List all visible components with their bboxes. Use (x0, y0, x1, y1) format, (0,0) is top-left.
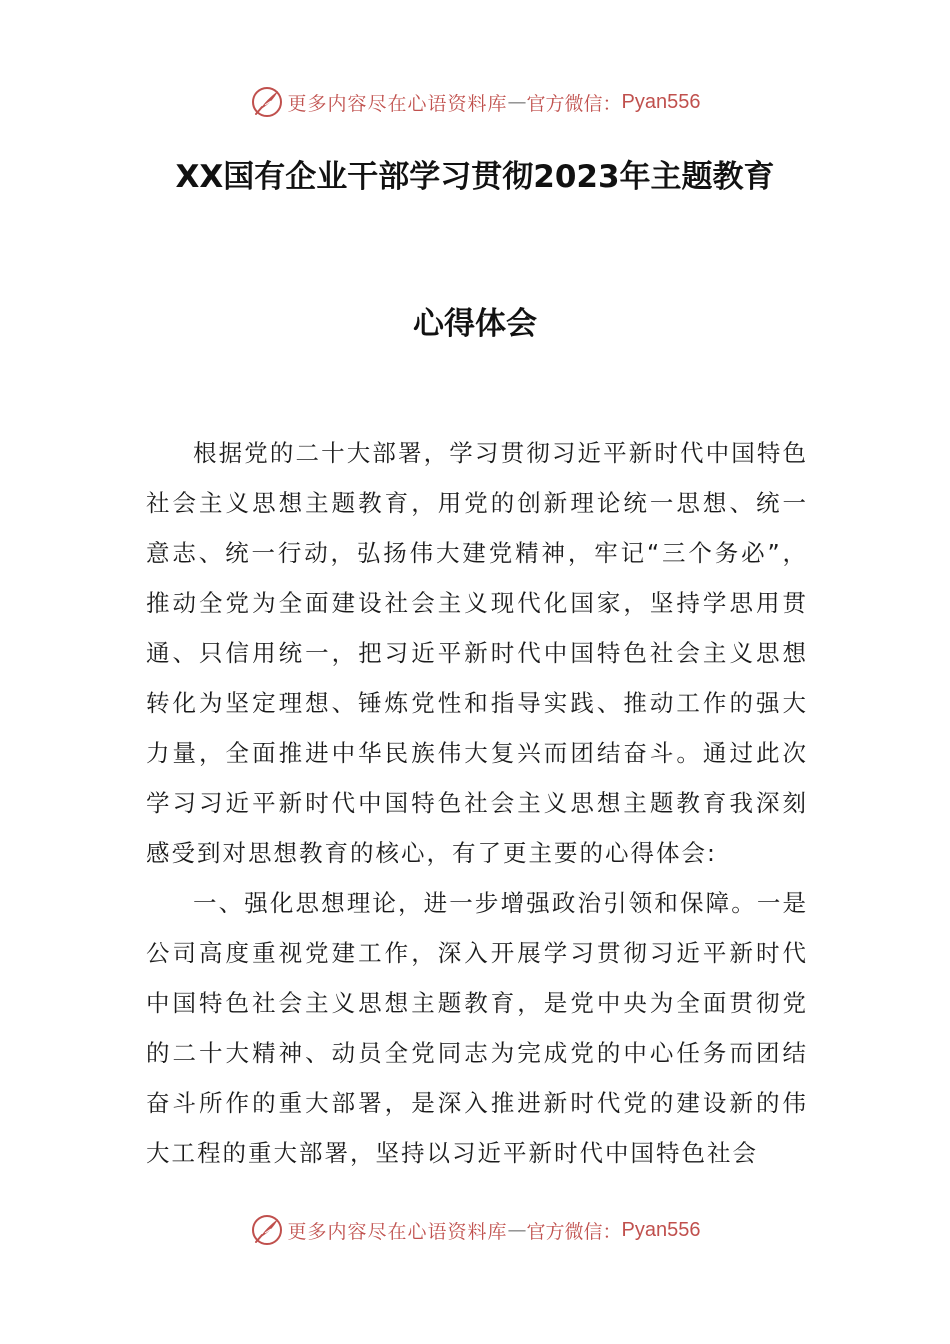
document-body (146, 428, 808, 1178)
document-title-line1: XX国有企业干部学习贯彻2023年主题教育 (175, 159, 775, 195)
wechat-label: 官方微信： (526, 92, 622, 115)
footer-watermark-banner (0, 1210, 950, 1250)
feather-pen-logo-icon (250, 85, 284, 119)
wechat-id: Pyan556 (621, 1218, 701, 1241)
header-watermark-banner (0, 82, 950, 122)
document-title-line2: 心得体会 (413, 306, 537, 342)
wechat-label: 官方微信： (526, 1220, 622, 1243)
promo-text: 更多内容尽在心语资料库 (287, 92, 508, 115)
banner-separator: — (507, 91, 527, 113)
banner-separator: — (507, 1219, 527, 1241)
feather-pen-logo-icon (250, 1213, 284, 1247)
body-paragraph: 一、强化思想理论，进一步增强政治引领和保障。一是公司高度重视党建工作，深入开展学习贯彻习近平新时代中国特色社会主义思想主题教育，是党中央为全面贯彻党的二十大精神、动员全党同志为完成党的中心任务而团结奋斗所作的重大部署，是深入推进新时代党的建设新的伟大工程的重大部署，坚持以习近平新时代中国特色社会 (146, 889, 808, 1167)
wechat-id: Pyan556 (621, 90, 701, 113)
promo-text: 更多内容尽在心语资料库 (287, 1220, 508, 1243)
body-paragraph: 根据党的二十大部署，学习贯彻习近平新时代中国特色社会主义思想主题教育，用党的创新理论统一思想、统一意志、统一行动，弘扬伟大建党精神，牢记“三个务必”，推动全党为全面建设社会主义现代化国家，坚持学思用贯通、只信用统一，把习近平新时代中国特色社会主义思想转化为坚定理想、锤炼党性和指导实践、推动工作的强大力量，全面推进中华民族伟大复兴而团结奋斗。通过此次学习习近平新时代中国特色社会主义思想主题教育我深刻感受到对思想教育的核心，有了更主要的心得体会: (146, 439, 808, 867)
